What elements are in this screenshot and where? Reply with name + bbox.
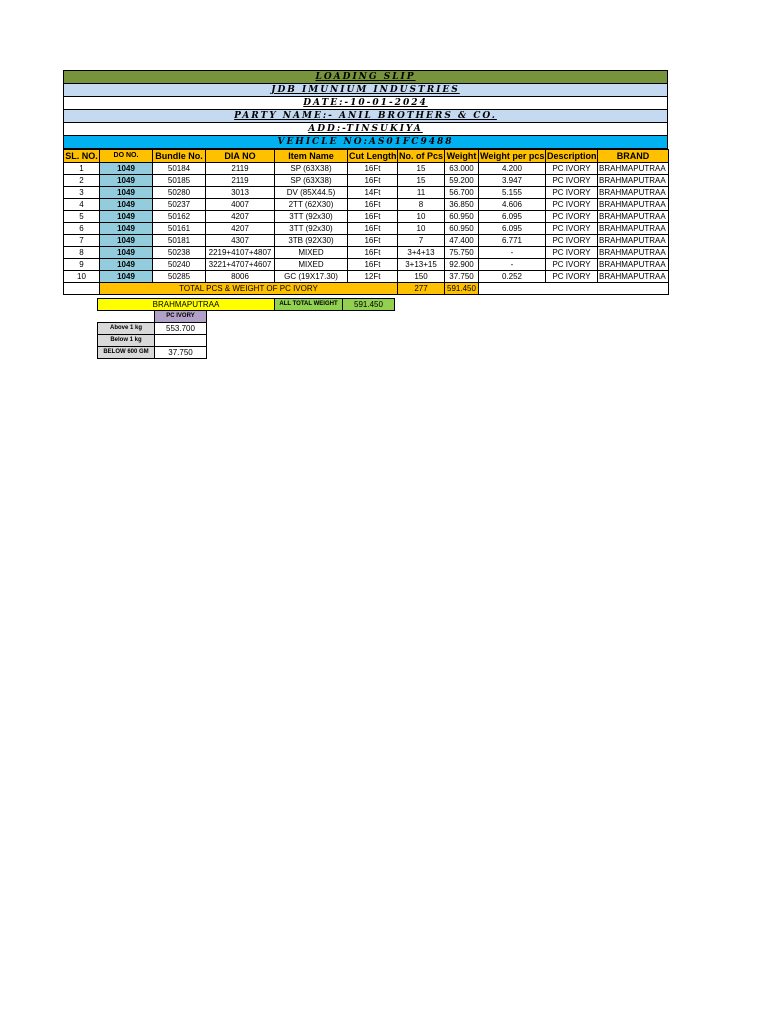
cell-dia-no: 8006 (206, 271, 275, 283)
summary-row-label: Above 1 kg (98, 323, 155, 335)
cell-bundle-no: 50181 (153, 235, 206, 247)
cell-weight-per-pcs: - (479, 247, 546, 259)
col-no-of-pcs: No. of Pcs (399, 151, 444, 161)
cell-do-no: 1049 (100, 223, 153, 235)
table-row (64, 175, 669, 187)
cell-brand: BRAHMAPUTRAA (598, 259, 669, 271)
cell-weight: 75.750 (445, 247, 479, 259)
all-total-weight-value: 591.450 (343, 299, 395, 311)
cell-do-no: 1049 (100, 271, 153, 283)
cell-sl-no: 9 (64, 259, 100, 271)
cell-cut-length: 16Ft (348, 223, 398, 235)
cell-brand: BRAHMAPUTRAA (598, 247, 669, 259)
cell-brand: BRAHMAPUTRAA (598, 271, 669, 283)
table-row (64, 199, 669, 211)
cell-brand: BRAHMAPUTRAA (598, 187, 669, 199)
cell-no-of-pcs: 10 (398, 223, 445, 235)
cell-cut-length: 14Ft (348, 187, 398, 199)
cell-weight-per-pcs: 4.200 (479, 163, 546, 175)
cell-weight-per-pcs: 6.095 (479, 211, 546, 223)
cell-bundle-no: 50185 (153, 175, 206, 187)
cell-bundle-no: 50280 (153, 187, 206, 199)
cell-brand: BRAHMAPUTRAA (598, 163, 669, 175)
cell-dia-no: 4007 (206, 199, 275, 211)
loading-table (63, 149, 669, 295)
cell-brand: BRAHMAPUTRAA (598, 235, 669, 247)
cell-cut-length: 16Ft (348, 211, 398, 223)
col-do-no: DO NO. (100, 150, 153, 163)
cell-bundle-no: 50285 (153, 271, 206, 283)
col-weight-per-pcs: Weight per pcs (480, 151, 545, 161)
cell-sl-no: 8 (64, 247, 100, 259)
summary-col-pc-ivory: PC IVORY (155, 311, 207, 323)
cell-no-of-pcs: 15 (398, 163, 445, 175)
summary-row-value: 553.700 (155, 323, 207, 335)
cell-description: PC IVORY (546, 175, 598, 187)
cell-do-no: 1049 (100, 163, 153, 175)
cell-weight-per-pcs: 4.606 (479, 199, 546, 211)
cell-item-name: SP (63X38) (275, 175, 348, 187)
cell-weight-per-pcs: 5.155 (479, 187, 546, 199)
cell-dia-no: 4207 (206, 211, 275, 223)
cell-description: PC IVORY (546, 163, 598, 175)
table-row (64, 223, 669, 235)
cell-weight: 63.000 (445, 163, 479, 175)
total-row (64, 283, 669, 295)
total-weight: 591.450 (445, 283, 479, 295)
vehicle-number: VEHICLE NO:AS01FC9488 (63, 136, 668, 149)
cell-dia-no: 3013 (206, 187, 275, 199)
cell-description: PC IVORY (546, 199, 598, 211)
col-brand: BRAND (598, 150, 669, 163)
col-dia-no: DIA NO (206, 150, 275, 163)
cell-no-of-pcs: 3+13+15 (398, 259, 445, 271)
summary-brand-row (98, 299, 395, 311)
party-address: ADD:-TINSUKIYA (63, 123, 668, 136)
cell-no-of-pcs: 150 (398, 271, 445, 283)
cell-sl-no: 4 (64, 199, 100, 211)
cell-do-no: 1049 (100, 175, 153, 187)
cell-bundle-no: 50237 (153, 199, 206, 211)
cell-sl-no: 6 (64, 223, 100, 235)
table-row (64, 163, 669, 175)
cell-no-of-pcs: 10 (398, 211, 445, 223)
cell-weight: 56.700 (445, 187, 479, 199)
cell-description: PC IVORY (546, 247, 598, 259)
cell-no-of-pcs: 7 (398, 235, 445, 247)
loading-slip-sheet (63, 70, 668, 295)
cell-do-no: 1049 (100, 211, 153, 223)
cell-cut-length: 16Ft (348, 235, 398, 247)
table-row (64, 187, 669, 199)
cell-description: PC IVORY (546, 271, 598, 283)
cell-no-of-pcs: 3+4+13 (398, 247, 445, 259)
cell-item-name: DV (85X44.5) (275, 187, 348, 199)
cell-weight: 92.900 (445, 259, 479, 271)
col-bundle-no: Bundle No. (153, 150, 206, 163)
col-description: Description (547, 151, 597, 161)
summary-col-header-row (98, 311, 395, 323)
cell-dia-no: 4307 (206, 235, 275, 247)
cell-sl-no: 2 (64, 175, 100, 187)
table-row (64, 271, 669, 283)
cell-no-of-pcs: 11 (398, 187, 445, 199)
summary-row (98, 347, 395, 359)
cell-item-name: GC (19X17.30) (275, 271, 348, 283)
slip-date: DATE:-10-01-2024 (63, 97, 668, 110)
cell-sl-no: 1 (64, 163, 100, 175)
cell-bundle-no: 50240 (153, 259, 206, 271)
cell-sl-no: 3 (64, 187, 100, 199)
cell-brand: BRAHMAPUTRAA (598, 211, 669, 223)
cell-no-of-pcs: 15 (398, 175, 445, 187)
cell-sl-no: 5 (64, 211, 100, 223)
cell-weight: 60.950 (445, 211, 479, 223)
cell-weight-per-pcs: 3.947 (479, 175, 546, 187)
summary-row-value: 37.750 (155, 347, 207, 359)
cell-weight: 36.850 (445, 199, 479, 211)
cell-weight: 37.750 (445, 271, 479, 283)
cell-dia-no: 2119 (206, 175, 275, 187)
col-item-name: Item Name (275, 150, 348, 163)
cell-bundle-no: 50162 (153, 211, 206, 223)
cell-weight-per-pcs: 6.095 (479, 223, 546, 235)
cell-do-no: 1049 (100, 235, 153, 247)
total-pcs: 277 (398, 283, 445, 295)
cell-cut-length: 16Ft (348, 247, 398, 259)
table-row (64, 235, 669, 247)
cell-do-no: 1049 (100, 259, 153, 271)
cell-dia-no: 4207 (206, 223, 275, 235)
table-row (64, 211, 669, 223)
cell-no-of-pcs: 8 (398, 199, 445, 211)
cell-sl-no: 7 (64, 235, 100, 247)
table-row (64, 247, 669, 259)
total-label: TOTAL PCS & WEIGHT OF PC IVORY (100, 283, 398, 295)
cell-weight-per-pcs: 6.771 (479, 235, 546, 247)
cell-weight: 59.200 (445, 175, 479, 187)
summary-brand: BRAHMAPUTRAA (98, 299, 275, 311)
summary-table (97, 298, 395, 359)
cell-do-no: 1049 (100, 247, 153, 259)
col-cut-length: Cut Length (349, 151, 397, 161)
cell-cut-length: 16Ft (348, 199, 398, 211)
cell-dia-no: 2219+4107+4807 (206, 247, 275, 259)
table-row (64, 259, 669, 271)
cell-description: PC IVORY (546, 187, 598, 199)
summary-row-label: Below 1 kg (98, 335, 155, 347)
cell-bundle-no: 50184 (153, 163, 206, 175)
cell-dia-no: 3221+4707+4607 (206, 259, 275, 271)
summary-row-label: BELOW 600 GM (98, 347, 155, 359)
cell-weight: 60.950 (445, 223, 479, 235)
party-name: PARTY NAME:- ANIL BROTHERS & CO. (63, 110, 668, 123)
cell-brand: BRAHMAPUTRAA (598, 199, 669, 211)
cell-item-name: MIXED (275, 259, 348, 271)
cell-cut-length: 16Ft (348, 259, 398, 271)
cell-brand: BRAHMAPUTRAA (598, 223, 669, 235)
cell-dia-no: 2119 (206, 163, 275, 175)
cell-description: PC IVORY (546, 259, 598, 271)
cell-cut-length: 16Ft (348, 175, 398, 187)
summary-row-value (155, 335, 207, 347)
col-sl-no: SL. NO. (65, 151, 98, 161)
cell-description: PC IVORY (546, 235, 598, 247)
cell-item-name: 2TT (62X30) (275, 199, 348, 211)
cell-cut-length: 16Ft (348, 163, 398, 175)
cell-item-name: 3TT (92x30) (275, 211, 348, 223)
slip-title: LOADING SLIP (63, 70, 668, 84)
cell-item-name: 3TB (92X30) (275, 235, 348, 247)
cell-sl-no: 10 (64, 271, 100, 283)
cell-description: PC IVORY (546, 211, 598, 223)
cell-item-name: SP (63X38) (275, 163, 348, 175)
cell-do-no: 1049 (100, 187, 153, 199)
company-name: JDB IMUNIUM INDUSTRIES (63, 84, 668, 97)
cell-description: PC IVORY (546, 223, 598, 235)
cell-brand: BRAHMAPUTRAA (598, 175, 669, 187)
cell-item-name: MIXED (275, 247, 348, 259)
col-weight: Weight (445, 150, 479, 163)
cell-do-no: 1049 (100, 199, 153, 211)
summary-row (98, 323, 395, 335)
cell-bundle-no: 50238 (153, 247, 206, 259)
cell-cut-length: 12Ft (348, 271, 398, 283)
table-header-row (64, 150, 669, 163)
all-total-weight-label: ALL TOTAL WEIGHT (275, 299, 343, 311)
cell-weight: 47.400 (445, 235, 479, 247)
cell-weight-per-pcs: 0.252 (479, 271, 546, 283)
cell-item-name: 3TT (92x30) (275, 223, 348, 235)
summary-row (98, 335, 395, 347)
cell-bundle-no: 50161 (153, 223, 206, 235)
cell-weight-per-pcs: - (479, 259, 546, 271)
